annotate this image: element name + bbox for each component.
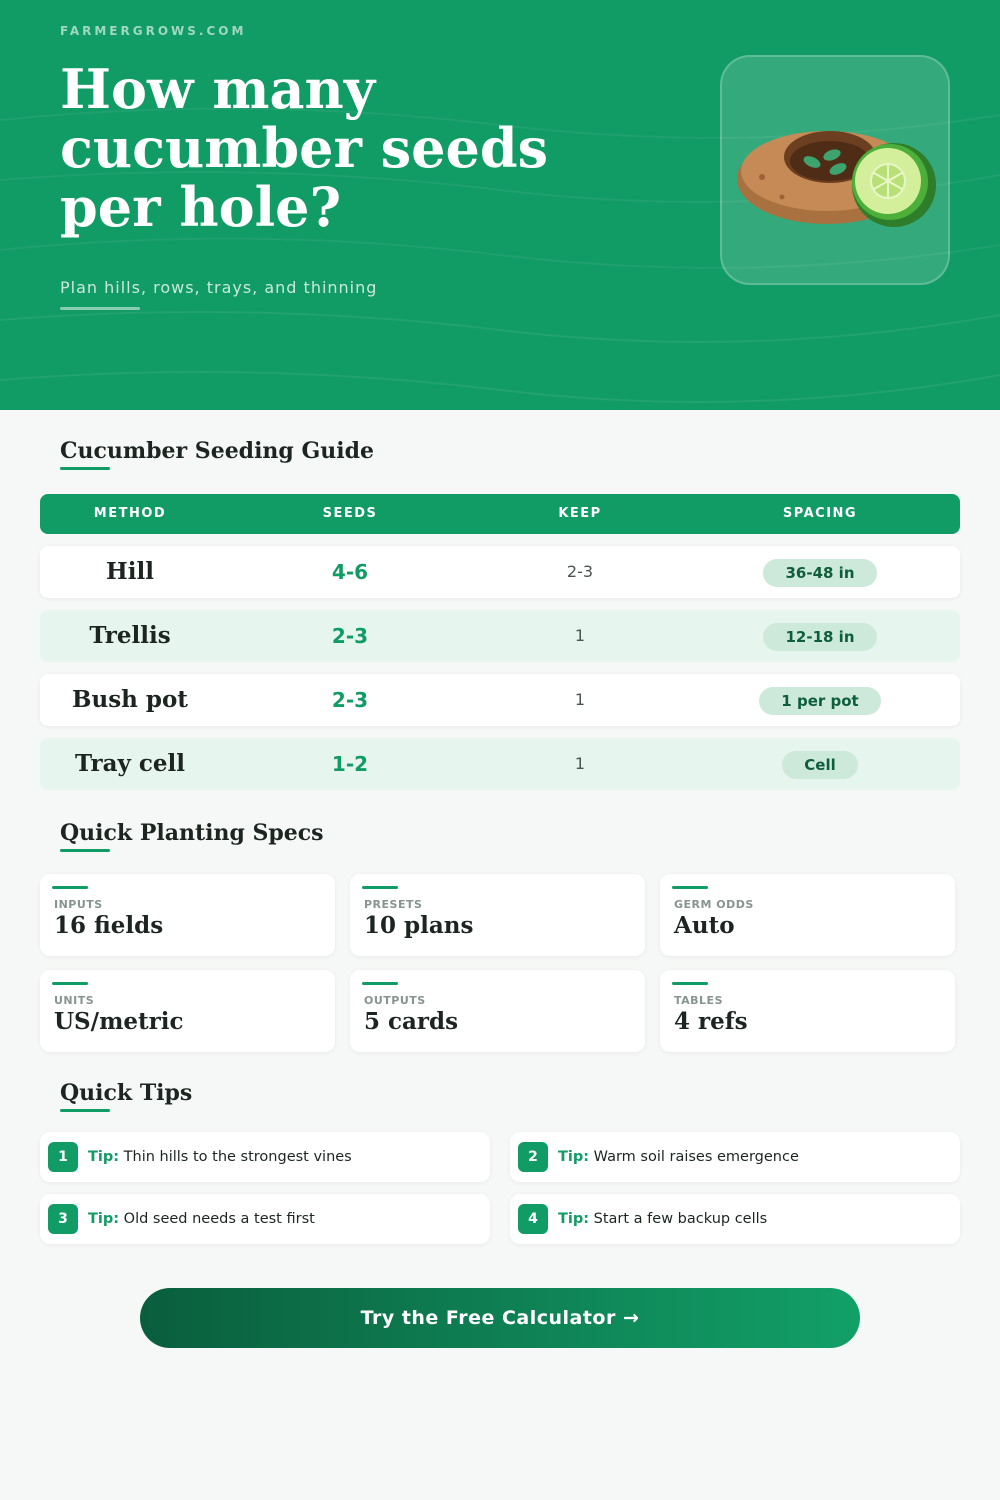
- spec-label: PRESETS: [364, 898, 423, 911]
- spec-card: [660, 970, 955, 1052]
- spec-value: 5 cards: [364, 1008, 459, 1035]
- row-spacing-cell: [720, 674, 920, 726]
- spec-card: [40, 970, 335, 1052]
- spec-card: [660, 874, 955, 956]
- spec-accent-bar: [52, 886, 88, 889]
- tip-text: [88, 1132, 352, 1182]
- tip-body: Warm soil raises emergence: [593, 1149, 799, 1165]
- header-seeds: SEEDS: [322, 506, 378, 521]
- tips-title: Quick Tips: [60, 1080, 193, 1106]
- spec-label: GERM ODDS: [674, 898, 754, 911]
- soil-hole-cucumber-icon: [722, 57, 952, 287]
- spec-value: 10 plans: [364, 912, 474, 939]
- row-spacing-cell: [720, 546, 920, 598]
- spec-label: TABLES: [674, 994, 723, 1007]
- tip-card: [510, 1194, 960, 1244]
- header-method: METHOD: [93, 506, 167, 521]
- spec-value: 4 refs: [674, 1008, 748, 1035]
- free-calculator-button[interactable]: Try the Free Calculator →: [140, 1288, 860, 1348]
- tip-prefix: Tip:: [88, 1211, 120, 1227]
- row-method: Bush pot: [72, 686, 188, 713]
- spec-accent-bar: [362, 886, 398, 889]
- row-seeds: 2-3: [331, 688, 369, 712]
- spec-value: Auto: [674, 912, 735, 939]
- spec-card: [350, 970, 645, 1052]
- row-seeds: 1-2: [331, 752, 369, 776]
- tip-text: [558, 1132, 799, 1182]
- spec-accent-bar: [52, 982, 88, 985]
- illustration-card: [720, 55, 950, 285]
- row-keep: 1: [574, 626, 586, 645]
- tip-card: [510, 1132, 960, 1182]
- row-keep: 1: [574, 690, 586, 709]
- spacing-badge: 12-18 in: [763, 623, 876, 651]
- tip-number-badge: 3: [48, 1204, 78, 1234]
- table-row: [40, 610, 960, 662]
- row-keep: 2-3: [566, 562, 594, 581]
- tip-prefix: Tip:: [558, 1211, 590, 1227]
- table-header: [40, 494, 960, 534]
- row-seeds: 4-6: [331, 560, 369, 584]
- tip-number-badge: 4: [518, 1204, 548, 1234]
- spacing-badge: 36-48 in: [763, 559, 876, 587]
- tip-number-badge: 2: [518, 1142, 548, 1172]
- row-method: Hill: [106, 558, 154, 585]
- spec-accent-bar: [362, 982, 398, 985]
- page-subtitle: Plan hills, rows, trays, and thinning: [60, 278, 378, 297]
- tip-prefix: Tip:: [88, 1149, 120, 1165]
- spec-card: [350, 874, 645, 956]
- tip-text: [88, 1194, 315, 1244]
- row-method: Trellis: [89, 622, 171, 649]
- spec-card: [40, 874, 335, 956]
- site-name: FARMERGROWS.COM: [60, 24, 247, 38]
- row-spacing-cell: [720, 738, 920, 790]
- spec-value: US/metric: [54, 1008, 184, 1035]
- tip-body: Start a few backup cells: [593, 1211, 768, 1227]
- hero-banner: [0, 0, 1000, 410]
- tips-title-underline: [60, 1109, 110, 1112]
- table-row: [40, 738, 960, 790]
- spacing-badge: Cell: [782, 751, 857, 779]
- spec-label: INPUTS: [54, 898, 103, 911]
- specs-title-underline: [60, 849, 110, 852]
- row-seeds: 2-3: [331, 624, 369, 648]
- row-keep: 1: [574, 754, 586, 773]
- tip-card: [40, 1194, 490, 1244]
- tip-body: Old seed needs a test first: [123, 1211, 315, 1227]
- guide-title: Cucumber Seeding Guide: [60, 438, 374, 464]
- spacing-badge: 1 per pot: [759, 687, 880, 715]
- spec-label: OUTPUTS: [364, 994, 426, 1007]
- tip-number-badge: 1: [48, 1142, 78, 1172]
- row-method: Tray cell: [75, 750, 185, 777]
- tip-text: [558, 1194, 767, 1244]
- header-keep: KEEP: [558, 506, 602, 521]
- page-title: How many cucumber seeds per hole?: [60, 57, 549, 239]
- tip-body: Thin hills to the strongest vines: [123, 1149, 352, 1165]
- header-spacing: SPACING: [782, 506, 858, 521]
- spec-accent-bar: [672, 886, 708, 889]
- table-row: [40, 546, 960, 598]
- subtitle-underline: [60, 307, 140, 310]
- guide-title-underline: [60, 467, 110, 470]
- spec-value: 16 fields: [54, 912, 164, 939]
- table-row: [40, 674, 960, 726]
- spec-accent-bar: [672, 982, 708, 985]
- spec-label: UNITS: [54, 994, 95, 1007]
- tip-card: [40, 1132, 490, 1182]
- row-spacing-cell: [720, 610, 920, 662]
- specs-title: Quick Planting Specs: [60, 820, 324, 846]
- tip-prefix: Tip:: [558, 1149, 590, 1165]
